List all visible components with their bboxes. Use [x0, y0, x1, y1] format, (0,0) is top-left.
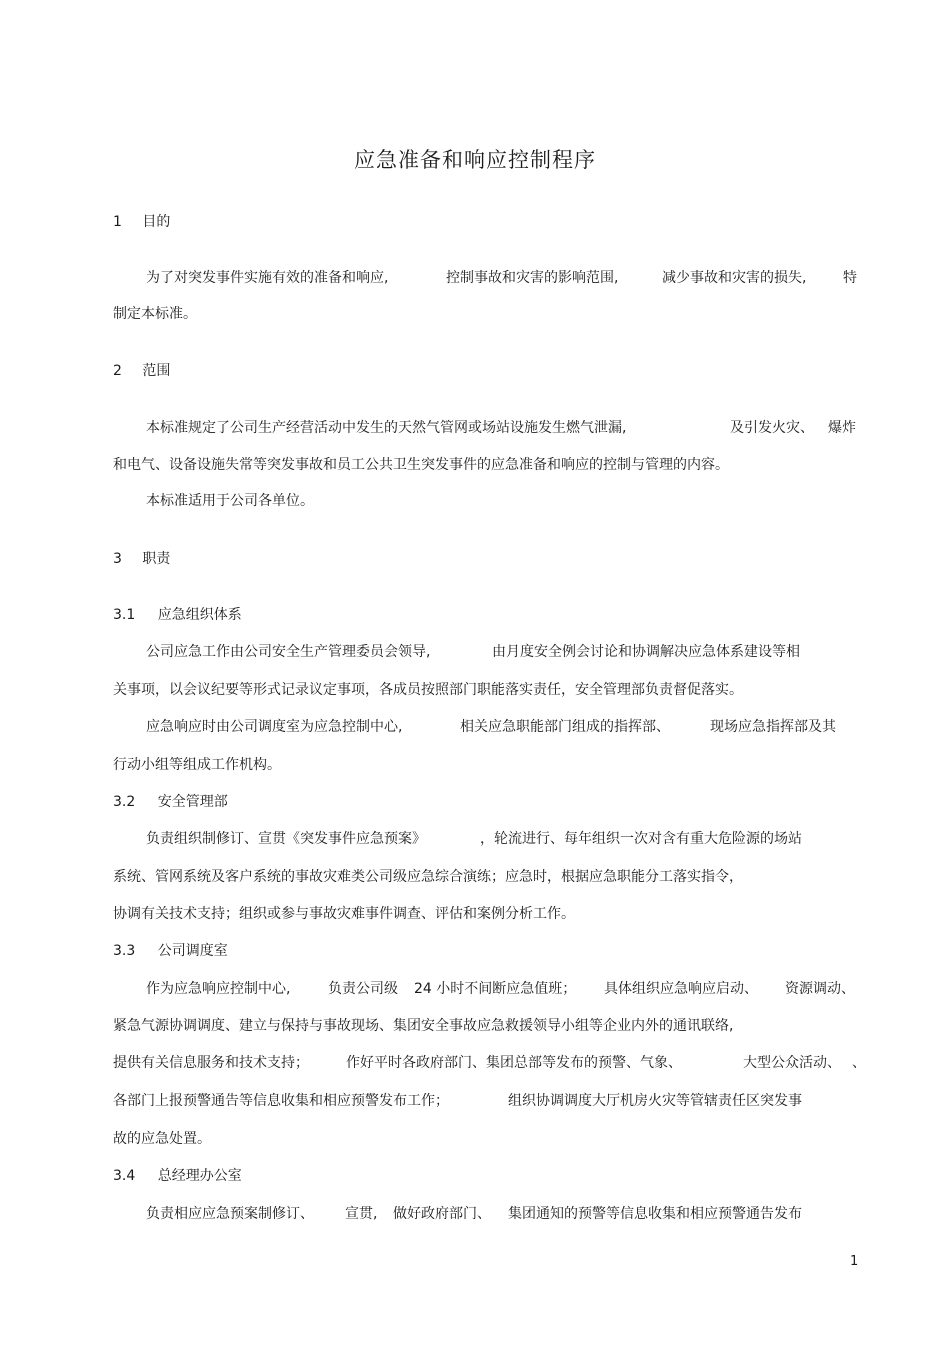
section-title: 职责 [142, 551, 171, 567]
text-segment: 由月度安全例会讨论和协调解决应急体系建设等相 [492, 644, 800, 660]
text-segment: 爆炸 [828, 420, 856, 436]
section-number: 1 [113, 214, 122, 230]
section-title: 应急组织体系 [157, 607, 242, 623]
section-heading-3-4 [113, 1167, 242, 1185]
text-segment: 及引发火灾、 [730, 420, 814, 436]
text-segment: 资源调动、 [785, 981, 855, 997]
paragraph-line: 关事项，以会议纪要等形式记录议定事项，各成员按照部门职能落实责任，安全管理部负责督促落实。 [113, 682, 743, 698]
text-segment: 集团通知的预警等信息收集和相应预警通告发布 [508, 1206, 802, 1222]
section-title: 公司调度室 [157, 943, 228, 959]
section-heading-3 [113, 550, 170, 568]
section-title: 范围 [142, 363, 171, 379]
section-number: 3.2 [113, 794, 136, 810]
section-number: 2 [113, 363, 122, 379]
paragraph-line: 制定本标准。 [113, 306, 197, 322]
text-segment: 负责组织制修订、宣贯《突发事件应急预案》 [146, 831, 426, 847]
section-number: 3.1 [113, 607, 136, 623]
paragraph-line: 系统、管网系统及客户系统的事故灾难类公司级应急综合演练；应急时，根据应急职能分工落实指令， [113, 869, 743, 885]
text-segment: 应急响应时由公司调度室为应急控制中心, [146, 719, 403, 735]
document-title: 应急准备和响应控制程序 [354, 148, 596, 172]
text-segment: 组织协调调度大厅机房火灾等管辖责任区突发事 [508, 1093, 802, 1109]
text-segment: 具体组织应急响应启动、 [604, 981, 758, 997]
text-segment: 宣贯, [345, 1206, 378, 1222]
text-segment: 减少事故和灾害的损失, [662, 270, 807, 286]
text-segment: 大型公众活动、 [743, 1055, 841, 1071]
section-title: 安全管理部 [157, 794, 228, 810]
text-segment: 做好政府部门、 [393, 1206, 491, 1222]
section-heading-3-2 [113, 793, 228, 811]
section-title: 总经理办公室 [157, 1168, 242, 1184]
paragraph-line: 故的应急处置。 [113, 1131, 211, 1147]
paragraph-line: 和电气、设备设施失常等突发事故和员工公共卫生突发事件的应急准备和响应的控制与管理的内容。 [113, 457, 729, 473]
text-segment: 现场应急指挥部及其 [710, 719, 836, 735]
text-segment: 作为应急响应控制中心, [146, 981, 291, 997]
section-heading-1 [113, 213, 170, 231]
paragraph-line: 行动小组等组成工作机构。 [113, 757, 281, 773]
text-segment: 负责公司级 [328, 981, 398, 997]
text-segment: 、 [852, 1055, 866, 1071]
section-heading-3-1 [113, 606, 242, 624]
section-heading-3-3 [113, 942, 228, 960]
text-segment: 公司应急工作由公司安全生产管理委员会领导, [146, 644, 431, 660]
section-heading-2 [113, 362, 170, 380]
text-segment: 24 小时不间断应急值班； [414, 981, 577, 997]
text-segment: 为了对突发事件实施有效的准备和响应, [146, 270, 389, 286]
text-segment: 负责相应应急预案制修订、 [146, 1206, 314, 1222]
paragraph-line: 协调有关技术支持；组织或参与事故灾难事件调查、评估和案例分析工作。 [113, 906, 575, 922]
page-number: 1 [850, 1254, 859, 1269]
section-number: 3.3 [113, 943, 136, 959]
paragraph-line: 紧急气源协调调度、建立与保持与事故现场、集团安全事故应急救援领导小组等企业内外的通讯联络, [113, 1018, 734, 1034]
paragraph-line: 本标准适用于公司各单位。 [146, 493, 314, 509]
text-segment: 相关应急职能部门组成的指挥部、 [460, 719, 670, 735]
text-segment: 特 [843, 270, 857, 286]
text-segment: ，轮流进行、每年组织一次对含有重大危险源的场站 [480, 831, 802, 847]
text-segment: 作好平时各政府部门、集团总部等发布的预警、气象、 [346, 1055, 682, 1071]
text-segment: 控制事故和灾害的影响范围, [446, 270, 619, 286]
section-number: 3.4 [113, 1168, 136, 1184]
text-segment: 提供有关信息服务和技术支持； [113, 1055, 309, 1071]
section-title: 目的 [142, 214, 171, 230]
section-number: 3 [113, 551, 122, 567]
text-segment: 各部门上报预警通告等信息收集和相应预警发布工作； [113, 1093, 449, 1109]
text-segment: 本标准规定了公司生产经营活动中发生的天然气管网或场站设施发生燃气泄漏, [146, 420, 627, 436]
